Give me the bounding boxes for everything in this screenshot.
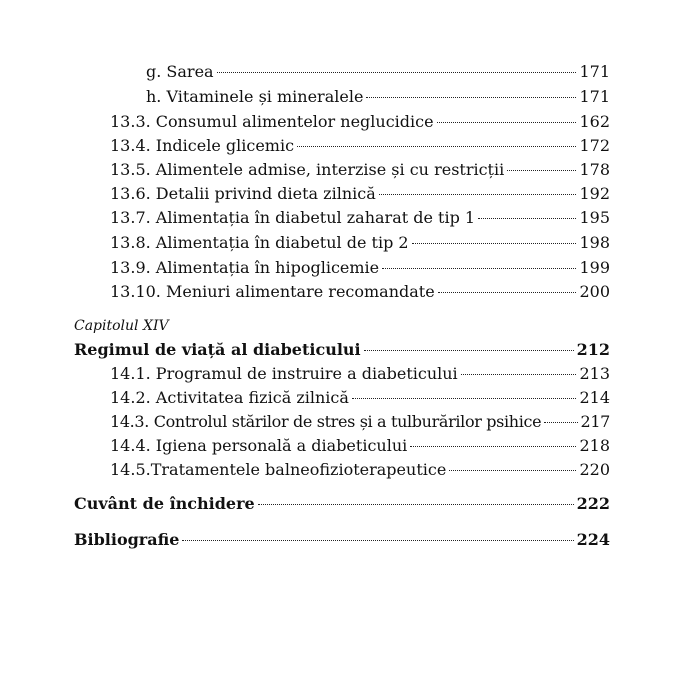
toc-entry-title: 14.3. Controlul stărilor de stres și a tulburărilor psihice bbox=[110, 412, 542, 431]
toc-entry-13-6 bbox=[110, 184, 610, 204]
toc-entry-page: 224 bbox=[576, 530, 610, 549]
dot-leader bbox=[297, 146, 576, 147]
toc-entry-page: 214 bbox=[579, 388, 610, 407]
dot-leader bbox=[478, 218, 576, 219]
dot-leader bbox=[379, 194, 577, 195]
dot-leader bbox=[438, 292, 577, 293]
toc-entry-page: 198 bbox=[579, 233, 610, 252]
dot-leader bbox=[412, 243, 577, 244]
dot-leader bbox=[182, 540, 573, 541]
toc-entry-14-2 bbox=[110, 388, 610, 408]
toc-entry-page: 220 bbox=[579, 460, 610, 479]
toc-entry-title: h. Vitaminele și mineralele bbox=[146, 87, 364, 106]
toc-entry-13-4 bbox=[110, 136, 610, 156]
dot-leader bbox=[352, 398, 577, 399]
dot-leader bbox=[258, 504, 574, 505]
toc-chapter-title: Cuvânt de închidere bbox=[74, 494, 255, 513]
toc-entry-page: 200 bbox=[579, 282, 610, 301]
dot-leader bbox=[544, 422, 577, 423]
toc-entry-14-5 bbox=[110, 460, 610, 480]
toc-entry-13-5 bbox=[110, 160, 610, 180]
toc-entry-page: 199 bbox=[579, 258, 610, 277]
dot-leader bbox=[382, 268, 576, 269]
toc-entry-page: 195 bbox=[579, 208, 610, 227]
toc-entry-vitaminele bbox=[146, 87, 610, 107]
toc-bibliography bbox=[74, 530, 610, 550]
toc-entry-page: 192 bbox=[579, 184, 610, 203]
toc-entry-13-10 bbox=[110, 282, 610, 302]
toc-entry-title: 13.7. Alimentația în diabetul zaharat de tip 1 bbox=[110, 208, 476, 227]
toc-entry-title: g. Sarea bbox=[146, 62, 214, 81]
dot-leader bbox=[217, 72, 577, 73]
toc-entry-title: 14.1. Programul de instruire a diabeticului bbox=[110, 364, 458, 383]
dot-leader bbox=[366, 97, 576, 98]
toc-entry-title: 14.4. Igiena personală a diabeticului bbox=[110, 436, 408, 455]
toc-entry-page: 171 bbox=[579, 87, 610, 106]
chapter-label: Capitolul XIV bbox=[74, 318, 169, 334]
dot-leader bbox=[364, 350, 574, 351]
toc-chapter-title: Bibliografie bbox=[74, 530, 180, 549]
dot-leader bbox=[449, 470, 576, 471]
toc-entry-14-4 bbox=[110, 436, 610, 456]
dot-leader bbox=[507, 170, 576, 171]
toc-entry-sarea bbox=[146, 62, 610, 82]
toc-chapter-14 bbox=[74, 340, 610, 360]
toc-entry-title: 13.10. Meniuri alimentare recomandate bbox=[110, 282, 435, 301]
toc-entry-page: 218 bbox=[579, 436, 610, 455]
toc-entry-page: 212 bbox=[576, 340, 610, 359]
dot-leader bbox=[410, 446, 576, 447]
toc-entry-title: 14.5.Tratamentele balneofizioterapeutice bbox=[110, 460, 447, 479]
toc-entry-13-7 bbox=[110, 208, 610, 228]
toc-entry-page: 178 bbox=[579, 160, 610, 179]
toc-entry-title: 13.9. Alimentația în hipoglicemie bbox=[110, 258, 380, 277]
toc-entry-13-3 bbox=[110, 112, 610, 132]
toc-chapter-title: Regimul de viață al diabeticului bbox=[74, 340, 361, 359]
toc-entry-13-8 bbox=[110, 233, 610, 253]
toc-entry-page: 172 bbox=[579, 136, 610, 155]
toc-entry-14-3 bbox=[110, 412, 610, 432]
toc-entry-title: 14.2. Activitatea fizică zilnică bbox=[110, 388, 349, 407]
toc-entry-title: 13.3. Consumul alimentelor neglucidice bbox=[110, 112, 434, 131]
toc-entry-title: 13.5. Alimentele admise, interzise și cu restricții bbox=[110, 160, 505, 179]
toc-closing bbox=[74, 494, 610, 514]
toc-entry-title: 13.4. Indicele glicemic bbox=[110, 136, 295, 155]
toc-entry-page: 162 bbox=[579, 112, 610, 131]
toc-entry-page: 213 bbox=[579, 364, 610, 383]
dot-leader bbox=[461, 374, 577, 375]
toc-entry-page: 217 bbox=[580, 412, 610, 431]
dot-leader bbox=[437, 122, 577, 123]
toc-entry-page: 171 bbox=[579, 62, 610, 81]
toc-entry-page: 222 bbox=[576, 494, 610, 513]
toc-entry-title: 13.8. Alimentația în diabetul de tip 2 bbox=[110, 233, 409, 252]
toc-entry-title: 13.6. Detalii privind dieta zilnică bbox=[110, 184, 376, 203]
toc-entry-14-1 bbox=[110, 364, 610, 384]
toc-entry-13-9 bbox=[110, 258, 610, 278]
